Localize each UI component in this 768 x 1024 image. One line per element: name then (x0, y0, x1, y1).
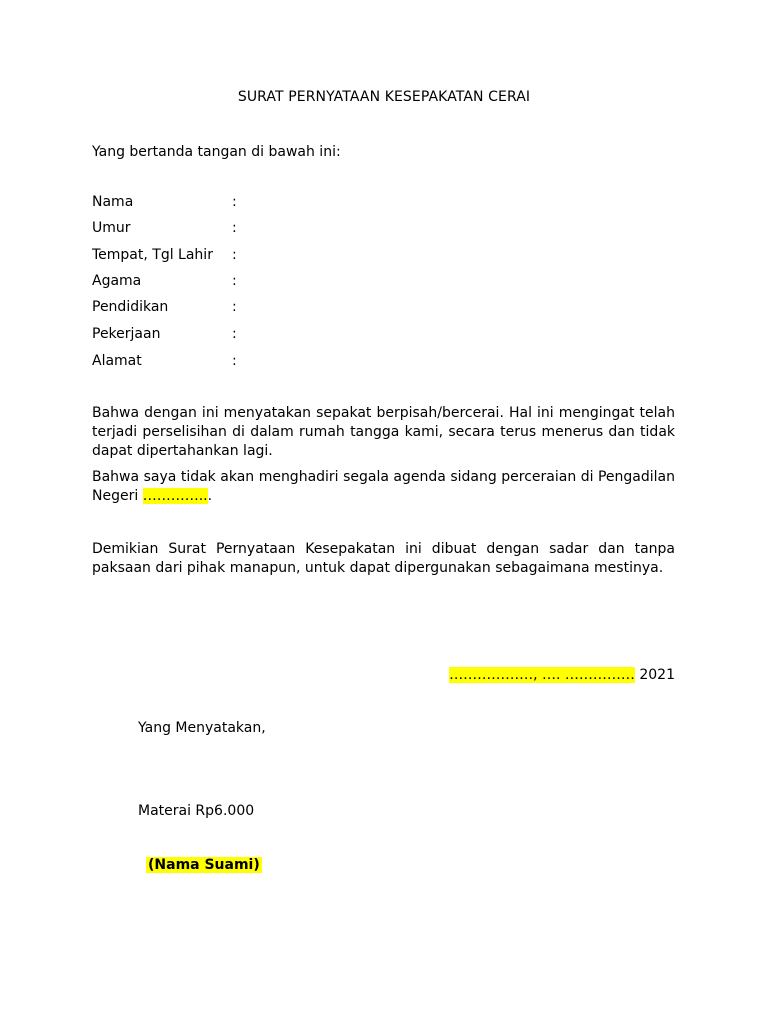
statement-paragraph-2-end: . (207, 488, 213, 504)
closing-paragraph: Demikian Surat Pernyataan Kesepakatan ini dibuat dengan sadar dan tanpa paksaan dari pihak manapun, untuk dapat dipergunakan sebagaimana mestinya. (92, 541, 675, 576)
stamp-label: Materai Rp6.000 (138, 803, 255, 819)
field-label-nama: Nama (92, 194, 134, 210)
field-colon-agama: : (232, 273, 237, 289)
field-label-pendidikan: Pendidikan (92, 299, 169, 315)
court-name-blank: ………….. (142, 488, 208, 504)
field-colon-alamat: : (232, 353, 237, 369)
field-colon-nama: : (232, 194, 237, 210)
statement-paragraph-1: Bahwa dengan ini menyatakan sepakat berpisah/bercerai. Hal ini mengingat telah terjadi perselisihan di dalam rumah tangga kami, secara terus menerus dan tidak dapat dipertahankan lagi. (92, 405, 675, 459)
field-label-tempat-tgl-lahir: Tempat, Tgl Lahir (92, 247, 213, 263)
statement-paragraph-2 (92, 468, 675, 506)
field-label-umur: Umur (92, 220, 131, 236)
signatory-label: Yang Menyatakan, (138, 720, 266, 736)
field-label-pekerjaan: Pekerjaan (92, 326, 161, 342)
field-label-agama: Agama (92, 273, 142, 289)
place-date-blank: ………………, …. …………… (449, 667, 635, 683)
field-colon-tempat-tgl-lahir: : (232, 247, 237, 263)
field-colon-pendidikan: : (232, 299, 237, 315)
field-colon-umur: : (232, 220, 237, 236)
place-date-line (449, 667, 675, 683)
statement-paragraph-2-text: Bahwa saya tidak akan menghadiri segala agenda sidang perceraian di Pengadilan Negeri (92, 469, 675, 504)
year-text: 2021 (634, 667, 675, 683)
intro-text: Yang bertanda tangan di bawah ini: (92, 144, 341, 160)
document-title: SURAT PERNYATAAN KESEPAKATAN CERAI (237, 89, 531, 105)
signatory-name: (Nama Suami) (148, 857, 260, 873)
field-label-alamat: Alamat (92, 353, 142, 369)
field-colon-pekerjaan: : (232, 326, 237, 342)
